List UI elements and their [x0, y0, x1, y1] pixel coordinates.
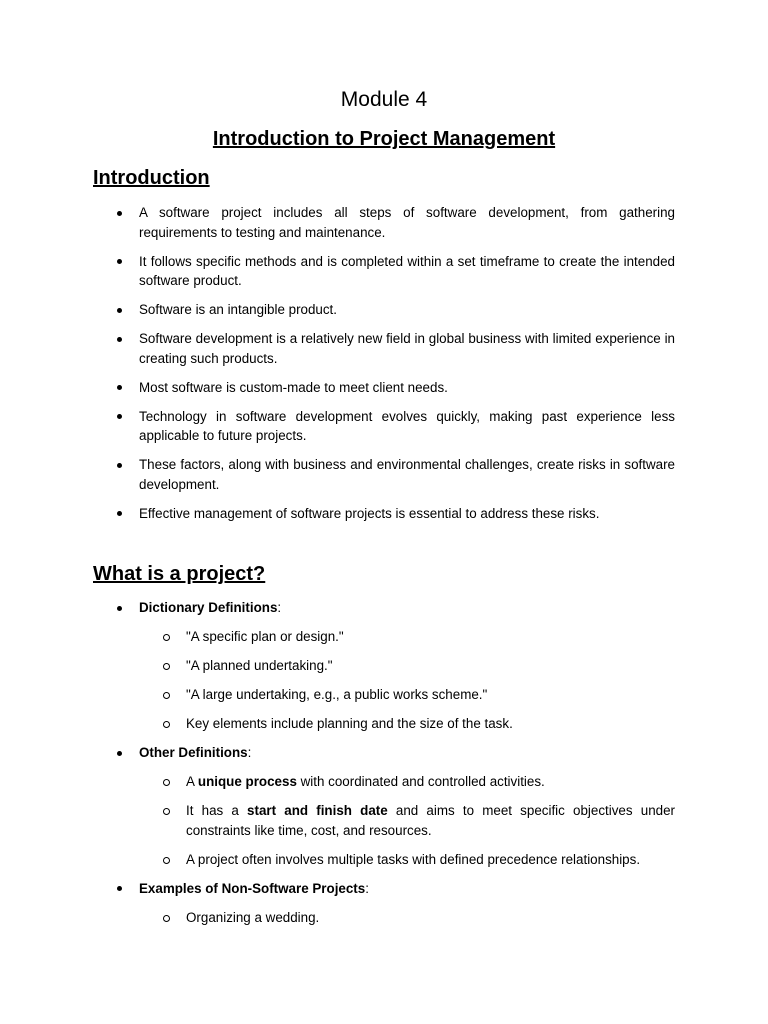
example-item: Organizing a wedding.	[186, 908, 675, 928]
dictionary-definitions-label: Dictionary Definitions	[139, 600, 278, 615]
text-segment: A	[186, 774, 198, 789]
dictionary-definition-item: "A large undertaking, e.g., a public works scheme."	[186, 685, 675, 705]
module-label: Module 4	[340, 88, 428, 111]
colon: :	[247, 745, 252, 760]
examples-label: Examples of Non-Software Projects	[139, 880, 366, 896]
introduction-bullet-list	[0, 203, 675, 533]
dictionary-definition-item: "A planned undertaking."	[186, 656, 675, 676]
other-definitions-bullet	[139, 743, 675, 763]
text-segment: It has a	[186, 803, 248, 818]
other-definition-item	[186, 801, 675, 840]
text-segment: with coordinated and controlled activities.	[296, 774, 545, 789]
text-segment: and aims to meet specific objectives under constraints like time, cost, and resources.	[186, 803, 675, 838]
bold-term: unique process	[197, 774, 297, 789]
section-heading-what-is-a-project: What is a project?	[93, 563, 266, 585]
dictionary-definitions-bullet	[139, 598, 675, 618]
dictionary-definition-item: "A specific plan or design."	[186, 627, 675, 647]
page-title	[0, 127, 768, 151]
other-definition-item: A project often involves multiple tasks with defined precedence relationships.	[186, 850, 675, 870]
project-definition-list	[0, 598, 675, 937]
intro-bullet: Software development is a relatively new field in global business with limited experience in creating such products.	[139, 329, 675, 368]
colon: :	[365, 880, 369, 896]
bold-term: start and finish date	[247, 803, 388, 818]
examples-bullet	[139, 879, 675, 899]
intro-bullet: These factors, along with business and environmental challenges, create risks in software development.	[139, 455, 675, 494]
section-heading-introduction: Introduction	[93, 167, 210, 189]
intro-bullet: Technology in software development evolves quickly, making past experience less applicable to future projects.	[139, 407, 675, 446]
dictionary-definition-item: Key elements include planning and the size of the task.	[186, 714, 675, 734]
page-title-text: Introduction to Project Management	[212, 128, 556, 150]
other-definitions-label: Other Definitions	[139, 745, 248, 760]
intro-bullet: Effective management of software projects is essential to address these risks.	[139, 504, 675, 524]
intro-bullet: Software is an intangible product.	[139, 300, 675, 320]
other-definition-item	[186, 772, 675, 792]
colon: :	[277, 600, 282, 615]
intro-bullet: It follows specific methods and is completed within a set timeframe to create the intended software product.	[139, 252, 675, 291]
intro-bullet: Most software is custom-made to meet client needs.	[139, 378, 675, 398]
intro-bullet: A software project includes all steps of software development, from gathering requirements to testing and maintenance.	[139, 203, 675, 242]
